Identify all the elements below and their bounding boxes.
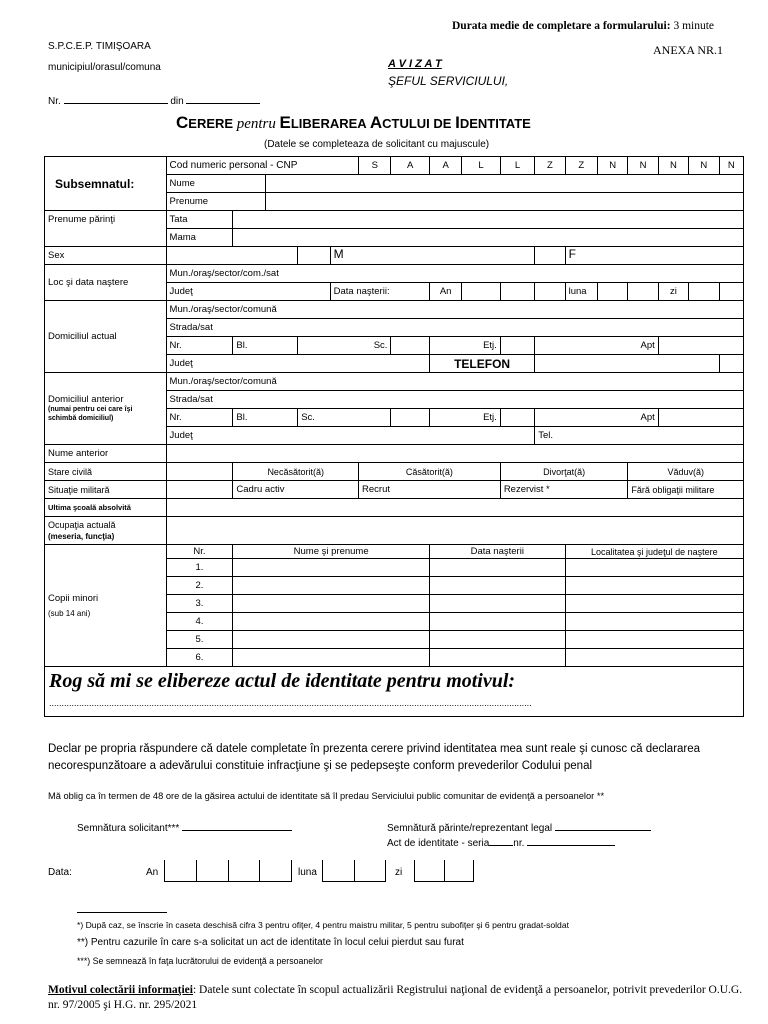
signature-parinte-field[interactable] bbox=[555, 821, 651, 831]
copii-label: Copii minori bbox=[48, 592, 99, 604]
strada-label: Strada/sat bbox=[169, 322, 213, 333]
footnote-3: ***) Se semnează în faţa lucrătorului de evidenţă a persoanelor bbox=[77, 956, 323, 966]
prev-sc-label: Sc. bbox=[298, 409, 391, 427]
cadru-activ-checkbox[interactable] bbox=[166, 481, 233, 499]
cnp-row bbox=[45, 157, 744, 175]
cnp-cell-11[interactable]: N bbox=[689, 157, 719, 175]
data-collection-note bbox=[48, 983, 754, 1013]
registration-number-row bbox=[48, 94, 260, 107]
prenume-label: Prenume bbox=[166, 193, 265, 211]
date-zi-label: zi bbox=[395, 867, 403, 878]
aviz-label: A V I Z A T bbox=[388, 58, 442, 70]
copii-data-field[interactable] bbox=[429, 649, 565, 667]
identity-form-table bbox=[44, 156, 744, 717]
title-cap-1: C bbox=[176, 113, 189, 132]
title-word-3: CTULUI DE bbox=[382, 116, 452, 131]
judet-label: Judeţ bbox=[169, 286, 193, 297]
stare-civila-row bbox=[45, 463, 744, 481]
prenume-field[interactable] bbox=[265, 193, 743, 211]
cnp-cell-2[interactable]: A bbox=[391, 157, 429, 175]
date-an-label: An bbox=[146, 867, 159, 878]
prev-apt-field[interactable] bbox=[658, 409, 743, 427]
date-year-boxes[interactable] bbox=[164, 860, 292, 882]
locality-label: municipiul/orasul/comuna bbox=[48, 62, 161, 73]
page-subtitle: (Datele se completeaza de solicitant cu majuscule) bbox=[264, 139, 490, 150]
nume-field[interactable] bbox=[265, 175, 743, 193]
copii-loc-field[interactable] bbox=[565, 577, 743, 595]
sex-label: Sex bbox=[45, 247, 167, 265]
duration-note bbox=[452, 20, 714, 32]
previous-city-field[interactable] bbox=[166, 373, 743, 391]
mun-comuna-label: Mun./oraş/sector/comună bbox=[169, 304, 277, 315]
tata-label: Tata bbox=[166, 211, 233, 229]
date-year-cell-1[interactable] bbox=[164, 860, 196, 881]
date-year-cell-3[interactable] bbox=[228, 860, 260, 881]
date-label: Data: bbox=[48, 867, 72, 878]
tel-label: Tel. bbox=[538, 430, 554, 441]
current-apt-field[interactable] bbox=[658, 337, 743, 355]
date-year-cell-2[interactable] bbox=[196, 860, 228, 881]
necasatorit-checkbox[interactable] bbox=[166, 463, 233, 481]
prev-sc-field[interactable] bbox=[391, 409, 429, 427]
copii-row-number: 3. bbox=[166, 595, 233, 613]
current-judet-field[interactable] bbox=[166, 355, 429, 373]
cnp-cell-5[interactable]: L bbox=[500, 157, 534, 175]
current-nr-label: Nr. bbox=[166, 337, 233, 355]
situatie-militara-row bbox=[45, 481, 744, 499]
din-field[interactable] bbox=[186, 94, 260, 104]
mama-field[interactable] bbox=[233, 229, 744, 247]
recrut-label[interactable]: Recrut bbox=[359, 481, 501, 499]
domiciliul-actual-label: Domiciliul actual bbox=[45, 301, 167, 373]
title-cap-2: E bbox=[279, 113, 291, 132]
sex-m-checkbox[interactable] bbox=[298, 247, 330, 265]
ocupatia-note: (meseria, funcţia) bbox=[48, 531, 115, 541]
prev-etj-label: Etj. bbox=[429, 409, 500, 427]
footnote-divider bbox=[77, 912, 167, 913]
title-word-4: DENTITATE bbox=[459, 116, 531, 131]
copii-data-field[interactable] bbox=[429, 577, 565, 595]
ocupatia-field[interactable] bbox=[166, 517, 743, 545]
copii-nume-field[interactable] bbox=[233, 631, 430, 649]
birth-an-label: An bbox=[429, 283, 461, 301]
prev-apt-label: Apt bbox=[535, 409, 659, 427]
current-sc-field[interactable] bbox=[391, 337, 429, 355]
telefon-label: TELEFON bbox=[429, 355, 534, 373]
act-seria-field[interactable] bbox=[489, 836, 513, 846]
birth-day-cell-2[interactable] bbox=[719, 283, 743, 301]
current-address-city-row bbox=[45, 301, 744, 319]
loc-data-label: Loc şi data naştere bbox=[45, 265, 167, 301]
casatorit-label[interactable]: Căsătorit(ă) bbox=[359, 463, 501, 481]
act-identitate-row bbox=[387, 836, 615, 849]
motiv-row bbox=[45, 667, 744, 717]
birth-judet-field[interactable] bbox=[166, 283, 330, 301]
sex-f-checkbox[interactable] bbox=[535, 247, 565, 265]
duration-value: 3 minute bbox=[673, 20, 715, 32]
title-cap-4: I bbox=[455, 113, 460, 132]
subsemnatul-label: Subsemnatul: bbox=[45, 157, 167, 211]
prev-etj-field[interactable] bbox=[500, 409, 534, 427]
cnp-cell-10[interactable]: N bbox=[658, 157, 688, 175]
signature-parinte-row bbox=[387, 821, 651, 834]
cnp-cell-1[interactable]: S bbox=[359, 157, 391, 175]
nume-anterior-label: Nume anterior bbox=[45, 445, 167, 463]
nume-anterior-row bbox=[45, 445, 744, 463]
copii-row-number: 1. bbox=[166, 559, 233, 577]
copii-header-row bbox=[45, 545, 744, 559]
copii-loc-field[interactable] bbox=[565, 613, 743, 631]
birth-luna-label: luna bbox=[565, 283, 597, 301]
date-luna-label: luna bbox=[298, 867, 317, 878]
date-day-cell-1[interactable] bbox=[414, 860, 444, 881]
copii-loc-field[interactable] bbox=[565, 649, 743, 667]
divortat-label[interactable]: Divorţat(ă) bbox=[500, 463, 628, 481]
footnote-1: *) După caz, se înscrie în caseta deschisă cifra 3 pentru ofiţer, 4 pentru maistru militar, 5 pentru subofiţer şi 6 pentru gradat-soldat bbox=[77, 920, 569, 930]
previous-street-field[interactable] bbox=[166, 391, 743, 409]
page-title bbox=[176, 113, 531, 133]
copii-data-field[interactable] bbox=[429, 631, 565, 649]
domiciliul-anterior-cell bbox=[45, 373, 167, 445]
institution-name: S.P.C.E.P. TIMIŞOARA bbox=[48, 41, 151, 52]
birth-month-cell-1[interactable] bbox=[598, 283, 628, 301]
data-collection-label: Motivul colectării informaţiei bbox=[48, 984, 193, 996]
signature-solicitant-label: Semnătura solicitant*** bbox=[77, 823, 180, 834]
current-etj-label: Etj. bbox=[429, 337, 500, 355]
prev-bl-label: Bl. bbox=[233, 409, 298, 427]
fara-obligatii-label[interactable]: Fără obligaţii militare bbox=[628, 481, 744, 499]
current-sc-label: Sc. bbox=[298, 337, 391, 355]
current-city-field[interactable] bbox=[166, 301, 743, 319]
sex-row bbox=[45, 247, 744, 265]
prev-strada-label: Strada/sat bbox=[169, 394, 213, 405]
copii-row-number: 5. bbox=[166, 631, 233, 649]
tata-field[interactable] bbox=[233, 211, 744, 229]
copii-data-field[interactable] bbox=[429, 613, 565, 631]
title-pentru: pentru bbox=[236, 116, 276, 132]
vaduv-label[interactable]: Văduv(ă) bbox=[628, 463, 744, 481]
title-word-1: ERERE bbox=[188, 116, 234, 131]
copii-note: (sub 14 ani) bbox=[48, 608, 91, 618]
date-day-cell-2[interactable] bbox=[444, 860, 475, 881]
ocupatia-label: Ocupaţia actuală bbox=[48, 519, 116, 530]
nr-label: Nr. bbox=[48, 96, 61, 107]
cnp-cell-9[interactable]: N bbox=[628, 157, 658, 175]
birth-month-cell-2[interactable] bbox=[628, 283, 658, 301]
copii-loc-field[interactable] bbox=[565, 559, 743, 577]
obligation-text: Mă oblig ca în termen de 48 ore de la găsirea actului de identitate să îl predau Serviciului public comunitar de evidenţă a persoanelor ** bbox=[48, 791, 605, 801]
current-bl-label: Bl. bbox=[233, 337, 298, 355]
ultima-scoala-field[interactable] bbox=[166, 499, 743, 517]
sex-f-label: F bbox=[565, 247, 743, 265]
chief-label: ŞEFUL SERVICIULUI, bbox=[388, 74, 509, 88]
rezervist-label[interactable]: Rezervist * bbox=[500, 481, 628, 499]
data-collection-text: : Datele sunt colectate în scopul actualizării Registrului naţional de evidenţă a persoanelor, potrivit prevederilor O.U.G. nr. 97/2005 şi H.G. nr. 295/2021 bbox=[48, 984, 743, 1011]
date-year-cell-4[interactable] bbox=[259, 860, 292, 881]
prenume-parinti-label: Prenume părinţi bbox=[45, 211, 167, 247]
birth-zi-label: zi bbox=[658, 283, 688, 301]
cnp-cell-12[interactable]: N bbox=[719, 157, 743, 175]
domiciliul-anterior-label: Domiciliul anterior bbox=[48, 394, 124, 405]
signature-solicitant-field[interactable] bbox=[182, 821, 292, 831]
nume-label: Nume bbox=[166, 175, 265, 193]
ocupatia-cell bbox=[45, 517, 167, 545]
sex-m-label: M bbox=[330, 247, 535, 265]
data-nasterii-label: Data naşterii: bbox=[330, 283, 429, 301]
copii-data-field[interactable] bbox=[429, 595, 565, 613]
copii-data-header: Data naşterii bbox=[429, 545, 565, 559]
copii-cell bbox=[45, 545, 167, 667]
act-identitate-label: Act de identitate - seria bbox=[387, 838, 490, 849]
current-judet-label: Judeţ bbox=[169, 358, 193, 369]
stare-civila-label: Stare civilă bbox=[45, 463, 167, 481]
act-nr-field[interactable] bbox=[527, 836, 615, 846]
copii-nume-field[interactable] bbox=[233, 559, 430, 577]
birth-day-cell-1[interactable] bbox=[689, 283, 719, 301]
current-etj-field[interactable] bbox=[500, 337, 534, 355]
prev-mun-comuna-label: Mun./oraş/sector/comună bbox=[169, 376, 277, 387]
necasatorit-label: Necăsătorit(ă) bbox=[233, 463, 359, 481]
copii-nume-header: Nume şi prenume bbox=[233, 545, 430, 559]
nume-anterior-field[interactable] bbox=[166, 445, 743, 463]
cnp-cell-8[interactable]: N bbox=[598, 157, 628, 175]
footnote-2: **) Pentru cazurile în care s-a solicitat un act de identitate în locul celui pierdut sau furat bbox=[77, 937, 464, 948]
copii-row-number: 4. bbox=[166, 613, 233, 631]
birth-year-cell-3[interactable] bbox=[535, 283, 565, 301]
cnp-label: Cod numeric personal - CNP bbox=[166, 157, 358, 175]
copii-nume-field[interactable] bbox=[233, 595, 430, 613]
copii-loc-field[interactable] bbox=[565, 595, 743, 613]
motiv-cell[interactable] bbox=[45, 667, 744, 717]
telefon-field[interactable] bbox=[535, 355, 719, 373]
current-apt-label: Apt bbox=[535, 337, 659, 355]
copii-nume-field[interactable] bbox=[233, 577, 430, 595]
previous-address-city-row bbox=[45, 373, 744, 391]
cadru-activ-label: Cadru activ bbox=[233, 481, 359, 499]
current-street-field[interactable] bbox=[166, 319, 743, 337]
mun-sat-label: Mun./oraş/sector/com./sat bbox=[169, 268, 279, 279]
tata-row bbox=[45, 211, 744, 229]
cnp-cell-6[interactable]: Z bbox=[535, 157, 565, 175]
mama-label: Mama bbox=[166, 229, 233, 247]
ultima-scoala-row bbox=[45, 499, 744, 517]
cnp-cell-4[interactable]: L bbox=[462, 157, 500, 175]
signature-solicitant-row bbox=[77, 821, 292, 834]
copii-nume-field[interactable] bbox=[233, 613, 430, 631]
copii-loc-field[interactable] bbox=[565, 631, 743, 649]
ultima-scoala-label: Ultima şcoală absolvită bbox=[45, 499, 167, 517]
prev-tel-field[interactable] bbox=[535, 427, 744, 445]
birth-place-field[interactable] bbox=[166, 265, 743, 283]
ocupatia-row bbox=[45, 517, 744, 545]
nr-field[interactable] bbox=[64, 94, 168, 104]
din-label: din bbox=[170, 96, 184, 107]
situatie-militara-label: Situaţie militară bbox=[45, 481, 167, 499]
cnp-cell-3[interactable]: A bbox=[429, 157, 461, 175]
cnp-cell-7[interactable]: Z bbox=[565, 157, 597, 175]
copii-row-number: 2. bbox=[166, 577, 233, 595]
copii-nume-field[interactable] bbox=[233, 649, 430, 667]
prev-judet-label: Judeţ bbox=[169, 430, 193, 441]
copii-data-field[interactable] bbox=[429, 559, 565, 577]
prev-nr-label: Nr. bbox=[166, 409, 233, 427]
annex-label: ANEXA NR.1 bbox=[653, 43, 724, 57]
motiv-label: Rog să mi se elibereze actul de identitate pentru motivul: bbox=[49, 670, 516, 692]
date-day-boxes[interactable] bbox=[414, 860, 474, 882]
birth-year-cell-2[interactable] bbox=[500, 283, 534, 301]
declaration-text: Declar pe propria răspundere că datele completate în prezenta cerere privind identitatea mea sunt reale şi cunosc că declararea necorespunzătoare a adevărului constituie infracţiune şi se pedepseşte conform prevederilor Codului penal bbox=[48, 743, 701, 772]
copii-loc-header: Localitatea şi judeţul de naştere bbox=[565, 545, 743, 559]
title-word-2: LIBERAREA bbox=[290, 116, 367, 131]
act-nr-label: nr. bbox=[513, 838, 525, 849]
title-cap-3: A bbox=[369, 113, 383, 132]
copii-nr-header: Nr. bbox=[166, 545, 233, 559]
prev-judet-field[interactable] bbox=[166, 427, 535, 445]
domiciliul-anterior-note: (numai pentru cei care îşi schimbă domiciliul) bbox=[48, 406, 133, 422]
birth-place-row bbox=[45, 265, 744, 283]
date-month-cell-1[interactable] bbox=[322, 860, 354, 881]
date-month-boxes[interactable] bbox=[322, 860, 386, 882]
duration-label: Durata medie de completare a formularului: bbox=[452, 20, 671, 32]
date-month-cell-2[interactable] bbox=[354, 860, 387, 881]
motiv-dots: ................................................................................................................................................................................................. bbox=[49, 698, 532, 708]
birth-year-cell-1[interactable] bbox=[462, 283, 500, 301]
signature-parinte-label: Semnătură părinte/reprezentant legal bbox=[387, 823, 553, 834]
copii-row-number: 6. bbox=[166, 649, 233, 667]
